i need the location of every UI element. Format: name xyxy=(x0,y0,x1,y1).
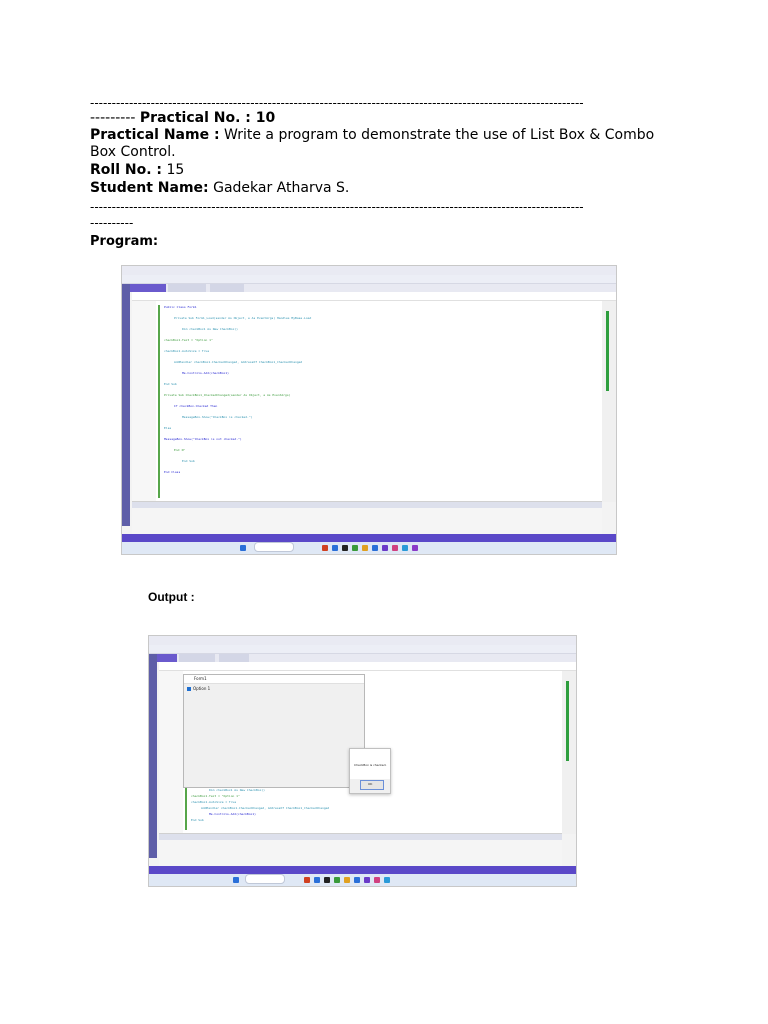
code-line: End Sub xyxy=(182,459,195,463)
app-icon xyxy=(354,877,360,883)
code-line: Dim checkBox1 As New CheckBox() xyxy=(209,788,265,792)
ide-toolbar xyxy=(122,275,616,284)
app-icon xyxy=(392,545,398,551)
taskbar-search xyxy=(245,874,285,884)
line-gutter xyxy=(132,301,156,502)
code-line: AddHandler checkBox1.CheckedChanged, AddressOf CheckBox1_CheckedChanged xyxy=(174,360,303,364)
ok-button[interactable] xyxy=(360,780,384,790)
code-line: checkBox1.AutoSize = True xyxy=(191,800,237,804)
program-label: Program: xyxy=(90,234,159,249)
code-editor xyxy=(132,301,602,502)
tab-what-new xyxy=(210,284,244,292)
student-name-label: Student Name: xyxy=(90,180,209,196)
tab-form1-design xyxy=(168,284,206,292)
practical-no: Practical No. : 10 xyxy=(139,110,276,126)
practical-name-line xyxy=(90,127,670,161)
practical-name-value: Write a program to demonstrate the use of List Box & Combo Box Control. xyxy=(90,127,655,160)
message-box xyxy=(349,748,391,794)
output-panel xyxy=(159,833,562,866)
tab-what-new xyxy=(219,654,249,662)
ide-tabs xyxy=(122,284,616,292)
app-icon xyxy=(332,545,338,551)
taskbar-search xyxy=(254,542,294,552)
ide-tabs xyxy=(149,654,576,662)
roll-no-label: Roll No. : xyxy=(90,162,162,178)
app-icon xyxy=(382,545,388,551)
tab-form1-vb xyxy=(126,284,166,292)
app-icon xyxy=(384,877,390,883)
student-name-value: Gadekar Atharva S. xyxy=(213,180,350,196)
code-line: MessageBox.Show("CheckBox is not checked.") xyxy=(164,437,242,441)
output-panel xyxy=(132,501,602,534)
roll-no-line xyxy=(90,162,670,179)
practical-no-line xyxy=(90,110,275,127)
app-icon xyxy=(324,877,330,883)
app-icon xyxy=(322,545,328,551)
code-line: Me.Controls.Add(checkBox1) xyxy=(209,812,256,816)
roll-no-value: 15 xyxy=(166,162,185,178)
code-line: AddHandler checkBox1.CheckedChanged, AddressOf CheckBox1_CheckedChanged xyxy=(201,806,330,810)
windows-icon xyxy=(233,877,239,883)
scroll-map xyxy=(602,301,616,502)
app-icon xyxy=(344,877,350,883)
code-line: Dim checkBox1 As New CheckBox() xyxy=(182,327,238,331)
taskbar xyxy=(149,874,576,886)
code-screenshot xyxy=(121,265,617,555)
rule-lead: --------- xyxy=(90,110,136,126)
app-icon xyxy=(352,545,358,551)
divider-top: ------------------------------------------------------------------------------------------------------------------ xyxy=(90,96,584,110)
divider-bottom-tail: ---------- xyxy=(90,216,134,230)
app-icon xyxy=(412,545,418,551)
app-icon xyxy=(304,877,310,883)
tab-form1-design xyxy=(179,654,215,662)
code-line: Else xyxy=(164,426,172,430)
code-line: End Sub xyxy=(164,382,177,386)
code-line: Private Sub Form1_Load(sender As Object, e As EventArgs) Handles MyBase.Load xyxy=(174,316,312,320)
code-line: checkBox1.Text = "Option 1" xyxy=(164,338,213,342)
code-line: If checkBox.Checked Then xyxy=(174,404,218,408)
form1-titlebar xyxy=(184,675,364,684)
code-line: checkBox1.Text = "Option 1" xyxy=(191,794,240,798)
taskbar xyxy=(122,542,616,554)
divider-bottom: ------------------------------------------------------------------------------------------------------------------ xyxy=(90,200,584,214)
ide-sidebar xyxy=(149,654,157,858)
ide-titlebar xyxy=(149,636,576,645)
ide-nav-bar xyxy=(159,662,576,671)
code-line: End If xyxy=(174,448,185,452)
output-label: Output : xyxy=(148,590,195,604)
line-gutter xyxy=(159,671,183,834)
change-bar xyxy=(158,305,160,498)
ok-label: OK xyxy=(368,782,373,786)
message-text: CheckBox is checked. xyxy=(354,763,387,767)
checkbox-option1[interactable] xyxy=(187,687,191,691)
practical-name-label: Practical Name : xyxy=(90,127,220,143)
form1-title: Form1 xyxy=(194,676,207,681)
app-icon xyxy=(402,545,408,551)
code-line: Private Sub CheckBox1_CheckedChanged(sender As Object, e As EventArgs) xyxy=(164,393,291,397)
ide-titlebar xyxy=(122,266,616,275)
app-icon xyxy=(362,545,368,551)
app-icon xyxy=(374,877,380,883)
code-line: End Class xyxy=(164,470,181,474)
ide-nav-bar xyxy=(132,292,616,301)
ide-toolbar xyxy=(149,645,576,654)
checkbox-label: Option 1 xyxy=(193,686,211,691)
student-name-line xyxy=(90,180,670,197)
form1-window xyxy=(183,674,365,788)
app-icon xyxy=(314,877,320,883)
code-line: MessageBox.Show("CheckBox is checked.") xyxy=(182,415,253,419)
app-icon xyxy=(334,877,340,883)
code-line: Public Class Form1 xyxy=(164,305,197,309)
app-icon xyxy=(342,545,348,551)
output-screenshot xyxy=(148,635,577,887)
code-line: Me.Controls.Add(checkBox1) xyxy=(182,371,229,375)
windows-icon xyxy=(240,545,246,551)
ide-sidebar xyxy=(122,284,130,526)
ide-statusbar xyxy=(149,866,576,874)
ide-statusbar xyxy=(122,534,616,542)
app-icon xyxy=(372,545,378,551)
scroll-map xyxy=(562,671,576,834)
code-line: End Sub xyxy=(191,818,204,822)
app-icon xyxy=(364,877,370,883)
code-line: checkBox1.AutoSize = True xyxy=(164,349,210,353)
